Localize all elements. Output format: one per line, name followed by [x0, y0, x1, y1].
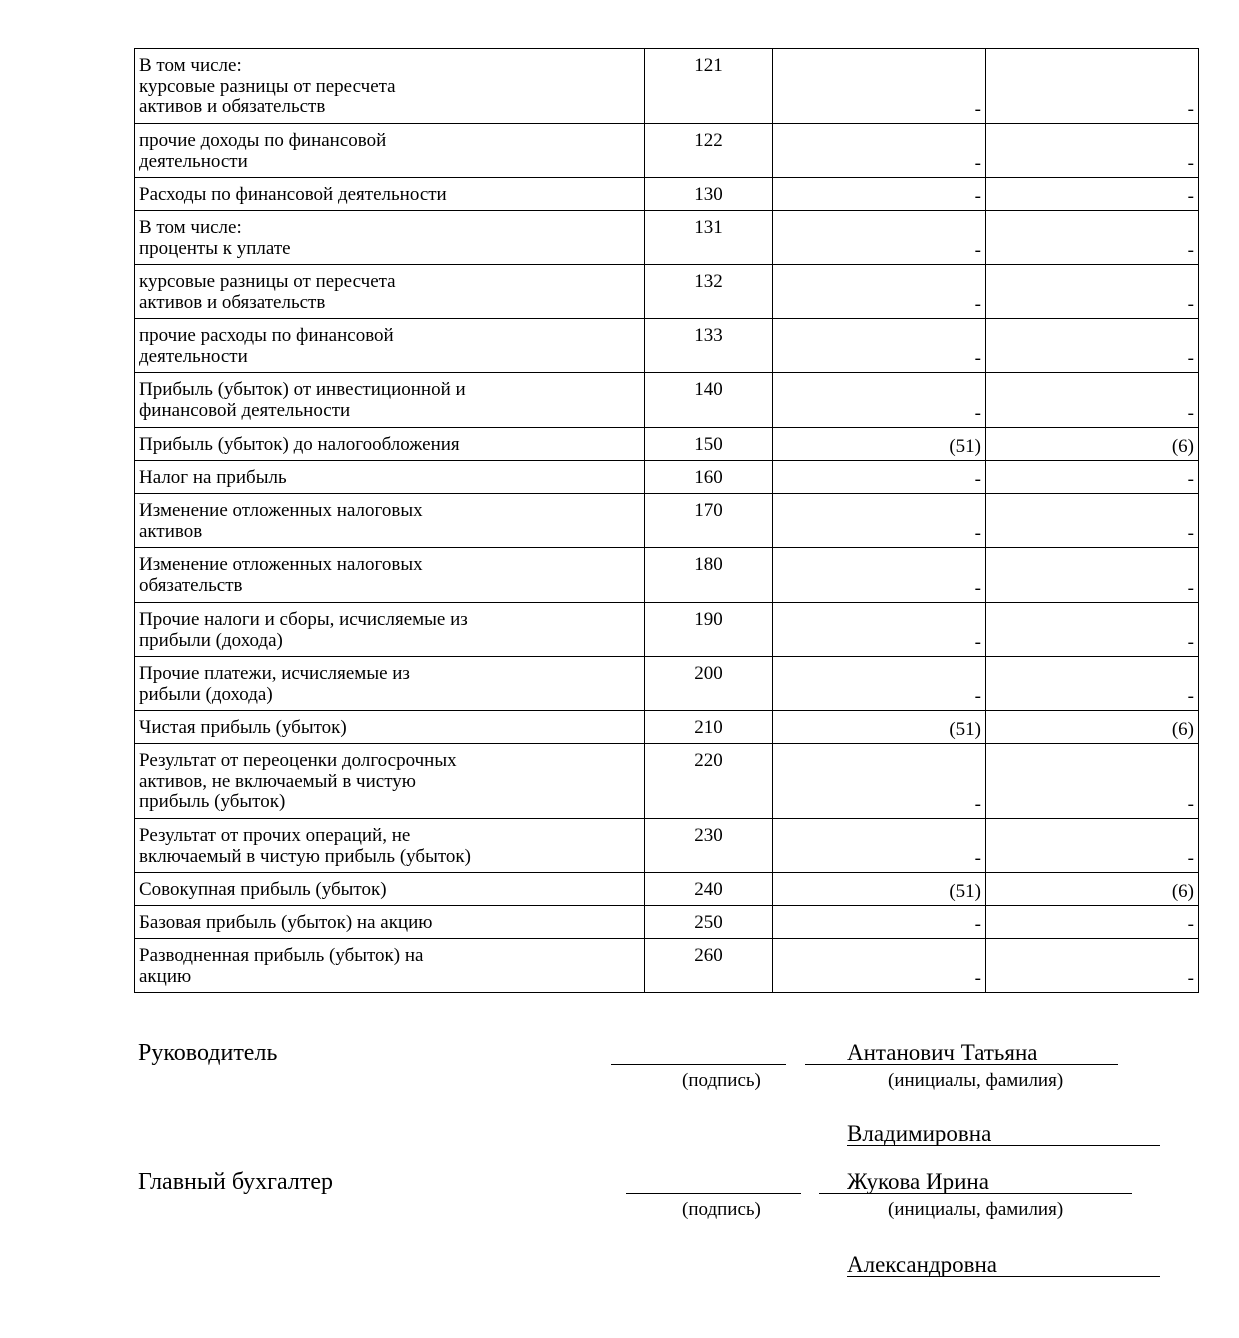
current-period-value: -	[974, 631, 981, 653]
row-label: прочие расходы по финансовой деятельности	[135, 319, 645, 373]
previous-period-cell	[986, 124, 1199, 178]
current-period-cell	[773, 906, 986, 939]
row-label: Прочие налоги и сборы, исчисляемые из прибыли (дохода)	[135, 603, 645, 657]
table-row	[135, 657, 1199, 711]
accountant-name-first: Жукова Ирина	[847, 1169, 989, 1194]
table-row	[135, 744, 1199, 819]
row-code: 250	[645, 906, 773, 939]
table-row	[135, 494, 1199, 548]
table-row	[135, 939, 1199, 993]
current-period-cell	[773, 744, 986, 819]
current-period-value: (51)	[949, 880, 981, 902]
previous-period-value: -	[1187, 847, 1194, 869]
current-period-cell	[773, 494, 986, 548]
row-label: Результат от прочих операций, не включаемый в чистую прибыль (убыток)	[135, 819, 645, 873]
previous-period-value: (6)	[1171, 435, 1194, 457]
previous-period-value: -	[1187, 913, 1194, 935]
previous-period-cell	[986, 873, 1199, 906]
current-period-value: -	[974, 685, 981, 707]
row-code: 132	[645, 265, 773, 319]
previous-period-cell	[986, 548, 1199, 603]
table-row	[135, 49, 1199, 124]
table-row	[135, 461, 1199, 494]
current-period-value: -	[974, 402, 981, 424]
accountant-signature-caption: (подпись)	[682, 1199, 761, 1220]
head-signature-line	[611, 1064, 786, 1065]
previous-period-cell	[986, 657, 1199, 711]
head-name-caption: (инициалы, фамилия)	[888, 1070, 1064, 1091]
previous-period-value: (6)	[1171, 880, 1194, 902]
current-period-cell	[773, 603, 986, 657]
row-label: Базовая прибыль (убыток) на акцию	[135, 906, 645, 939]
previous-period-cell	[986, 178, 1199, 211]
previous-period-value: -	[1187, 347, 1194, 369]
current-period-value: -	[974, 847, 981, 869]
accountant-title: Главный бухгалтер	[138, 1169, 333, 1195]
previous-period-cell	[986, 319, 1199, 373]
table-row	[135, 124, 1199, 178]
accountant-name-caption: (инициалы, фамилия)	[888, 1199, 1064, 1220]
row-label: прочие доходы по финансовой деятельности	[135, 124, 645, 178]
row-code: 260	[645, 939, 773, 993]
current-period-cell	[773, 124, 986, 178]
table-row	[135, 211, 1199, 265]
current-period-cell	[773, 657, 986, 711]
current-period-value: -	[974, 152, 981, 174]
previous-period-cell	[986, 819, 1199, 873]
row-code: 121	[645, 49, 773, 124]
head-name-first: Антанович Татьяна	[847, 1040, 1038, 1065]
row-label: Прочие платежи, исчисляемые из рибыли (дохода)	[135, 657, 645, 711]
previous-period-value: -	[1187, 967, 1194, 989]
table-row	[135, 178, 1199, 211]
previous-period-cell	[986, 373, 1199, 428]
row-label: Расходы по финансовой деятельности	[135, 178, 645, 211]
previous-period-value: -	[1187, 185, 1194, 207]
table-row	[135, 873, 1199, 906]
previous-period-value: -	[1187, 239, 1194, 261]
current-period-value: -	[974, 522, 981, 544]
row-code: 133	[645, 319, 773, 373]
table-row	[135, 819, 1199, 873]
head-signature-caption: (подпись)	[682, 1070, 761, 1091]
table-row	[135, 373, 1199, 428]
current-period-cell	[773, 178, 986, 211]
previous-period-cell	[986, 603, 1199, 657]
current-period-value: -	[974, 347, 981, 369]
previous-period-value: -	[1187, 293, 1194, 315]
row-code: 190	[645, 603, 773, 657]
head-name-second: Владимировна	[847, 1121, 992, 1146]
row-label: Чистая прибыль (убыток)	[135, 711, 645, 744]
current-period-cell	[773, 373, 986, 428]
table-row	[135, 265, 1199, 319]
accountant-name-second: Александровна	[847, 1252, 997, 1277]
row-label: Прибыль (убыток) от инвестиционной и финансовой деятельности	[135, 373, 645, 428]
row-label: Разводненная прибыль (убыток) на акцию	[135, 939, 645, 993]
row-label: Совокупная прибыль (убыток)	[135, 873, 645, 906]
row-code: 200	[645, 657, 773, 711]
row-label: В том числе: проценты к уплате	[135, 211, 645, 265]
row-label: В том числе: курсовые разницы от пересчета активов и обязательств	[135, 49, 645, 124]
table-row	[135, 548, 1199, 603]
row-code: 150	[645, 428, 773, 461]
previous-period-cell	[986, 461, 1199, 494]
row-label: Прибыль (убыток) до налогообложения	[135, 428, 645, 461]
current-period-cell	[773, 819, 986, 873]
row-label: Результат от переоценки долгосрочных активов, не включаемый в чистую прибыль (убыток)	[135, 744, 645, 819]
row-label: Изменение отложенных налоговых обязательств	[135, 548, 645, 603]
row-code: 122	[645, 124, 773, 178]
previous-period-value: -	[1187, 98, 1194, 120]
row-code: 131	[645, 211, 773, 265]
previous-period-value: -	[1187, 631, 1194, 653]
previous-period-value: -	[1187, 577, 1194, 599]
current-period-value: (51)	[949, 435, 981, 457]
current-period-cell	[773, 711, 986, 744]
previous-period-cell	[986, 265, 1199, 319]
previous-period-cell	[986, 744, 1199, 819]
previous-period-cell	[986, 711, 1199, 744]
previous-period-cell	[986, 49, 1199, 124]
table-row	[135, 319, 1199, 373]
previous-period-cell	[986, 211, 1199, 265]
previous-period-cell	[986, 494, 1199, 548]
table-row	[135, 711, 1199, 744]
row-code: 220	[645, 744, 773, 819]
row-code: 160	[645, 461, 773, 494]
current-period-cell	[773, 428, 986, 461]
current-period-cell	[773, 265, 986, 319]
previous-period-value: -	[1187, 152, 1194, 174]
current-period-cell	[773, 211, 986, 265]
table-row	[135, 906, 1199, 939]
previous-period-value: -	[1187, 522, 1194, 544]
row-code: 170	[645, 494, 773, 548]
row-code: 140	[645, 373, 773, 428]
current-period-cell	[773, 873, 986, 906]
current-period-cell	[773, 461, 986, 494]
previous-period-value: -	[1187, 468, 1194, 490]
current-period-value: -	[974, 967, 981, 989]
row-code: 240	[645, 873, 773, 906]
previous-period-value: -	[1187, 793, 1194, 815]
current-period-value: -	[974, 293, 981, 315]
current-period-value: (51)	[949, 718, 981, 740]
current-period-cell	[773, 49, 986, 124]
current-period-cell	[773, 548, 986, 603]
current-period-cell	[773, 319, 986, 373]
current-period-value: -	[974, 913, 981, 935]
row-code: 210	[645, 711, 773, 744]
current-period-value: -	[974, 239, 981, 261]
report-table-body	[135, 49, 1199, 993]
head-title: Руководитель	[138, 1040, 278, 1066]
previous-period-cell	[986, 939, 1199, 993]
current-period-value: -	[974, 577, 981, 599]
table-row	[135, 428, 1199, 461]
table-row	[135, 603, 1199, 657]
previous-period-value: (6)	[1171, 718, 1194, 740]
financial-report-table	[134, 48, 1199, 993]
row-label: курсовые разницы от пересчета активов и обязательств	[135, 265, 645, 319]
accountant-signature-line	[626, 1193, 801, 1194]
current-period-value: -	[974, 468, 981, 490]
current-period-value: -	[974, 185, 981, 207]
row-code: 230	[645, 819, 773, 873]
current-period-value: -	[974, 98, 981, 120]
current-period-value: -	[974, 793, 981, 815]
row-code: 130	[645, 178, 773, 211]
row-label: Налог на прибыль	[135, 461, 645, 494]
row-label: Изменение отложенных налоговых активов	[135, 494, 645, 548]
previous-period-value: -	[1187, 402, 1194, 424]
row-code: 180	[645, 548, 773, 603]
current-period-cell	[773, 939, 986, 993]
previous-period-cell	[986, 428, 1199, 461]
previous-period-cell	[986, 906, 1199, 939]
previous-period-value: -	[1187, 685, 1194, 707]
